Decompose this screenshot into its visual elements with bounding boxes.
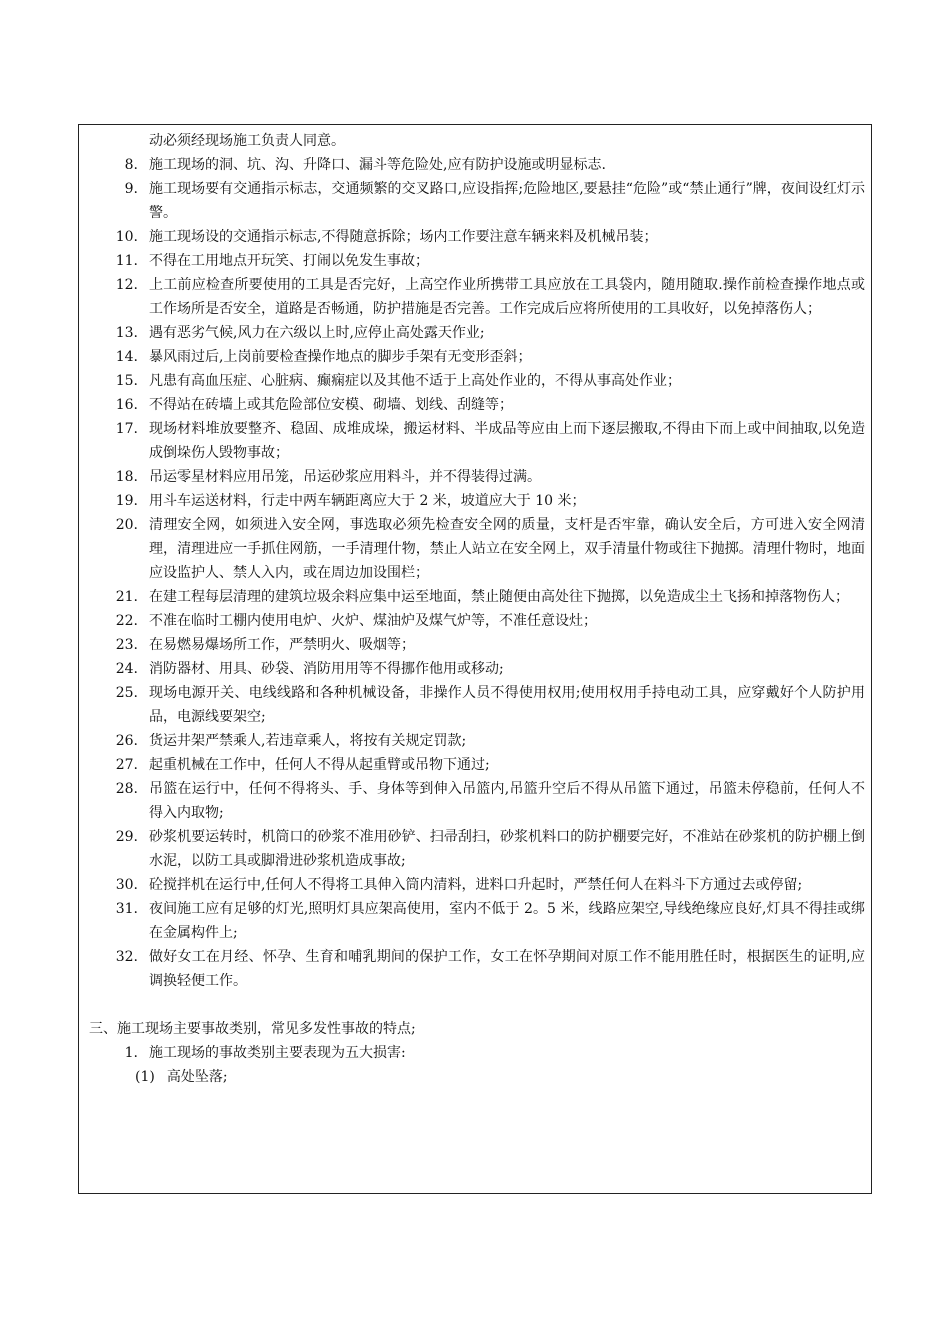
item-number: 30. [115,877,138,893]
item-text: 现场材料堆放要整齐、稳固、成堆成垛，搬运材料、半成品等应由上而下逐层搬取,不得由下而上或中间抽取,以免造成倒垛伤人毁物事故； [149,421,865,461]
item-text: 暴风雨过后,上岗前要检查操作地点的脚步手架有无变形歪斜； [149,349,532,365]
item-number: 19. [115,493,138,509]
item-number: 26. [115,733,138,749]
item-number: 23. [115,637,138,653]
list-item [79,321,873,345]
item-number: 9. [124,181,138,197]
item-text: 上工前应检查所要使用的工具是否完好，上高空作业所携带工具应放在工具袋内，随用随取.操作前检查操作地点或工作场所是否安全，道路是否畅通，防护措施是否完善。工作完成后应将所使用的工具收好，以免掉落伤人； [149,277,865,317]
item-number: 8. [124,157,138,173]
item-text: 做好女工在月经、怀孕、生育和哺乳期间的保护工作，女工在怀孕期间对原工作不能用胜任时，根据医生的证明,应调换轻便工作。 [149,949,865,989]
list-item [79,945,873,993]
list-item [79,249,873,273]
list-item [79,753,873,777]
item-number: 10. [115,229,138,245]
list-item [79,897,873,945]
list-item [79,153,873,177]
item-text: 货运井架严禁乘人,若违章乘人，将按有关规定罚款; [149,733,467,749]
item-number: 12. [115,277,138,293]
rules-list [79,153,873,993]
item-text: 在建工程每层清理的建筑垃圾余料应集中运至地面，禁止随便由高处往下抛掷，以免造成尘土飞扬和掉落物伤人； [149,589,849,605]
item-text: 砂浆机要运转时，机筒口的砂浆不准用砂铲、扫帚刮扫，砂浆机料口的防护棚要完好，不准站在砂浆机的防护棚上倒水泥，以防工具或脚滑进砂浆机造成事故; [149,829,865,869]
section-heading: 三、施工现场主要事故类别，常见多发性事故的特点; [89,1021,416,1037]
list-item [79,873,873,897]
item-text: 砼搅拌机在运行中,任何人不得将工具伸入筒内清料，进料口升起时，严禁任何人在料斗下方通过去或停留; [149,877,803,893]
sub-item-number: (1) [135,1069,155,1085]
list-item [79,345,873,369]
list-item [79,177,873,225]
item-text: 不得站在砖墙上或其危险部位安模、砌墙、划线、刮缝等； [149,397,513,413]
item-text: 在易燃易爆场所工作，严禁明火、吸烟等； [149,637,415,653]
item-text: 遇有恶劣气候,风力在六级以上时,应停止高处露天作业; [149,325,485,341]
list-item [79,657,873,681]
item-text: 不准在临时工棚内使用电炉、火炉、煤油炉及煤气炉等，不准任意设灶； [149,613,597,629]
item-number: 14. [115,349,138,365]
section-item [79,1041,873,1065]
document-frame [78,124,872,1194]
item-number: 21. [115,589,138,605]
item-number: 27. [115,757,138,773]
item-text: 施工现场要有交通指示标志，交通频繁的交叉路口,应设指挥;危险地区,要悬挂“危险”或“禁止通行”牌，夜间设红灯示警。 [149,181,865,221]
item-text: 施工现场设的交通指示标志,不得随意拆除；场内工作要注意车辆来料及机械吊装； [149,229,658,245]
item-number: 25. [115,685,138,701]
item-number: 28. [115,781,138,797]
item-text: 施工现场的洞、坑、沟、升降口、漏斗等危险处,应有防护设施或明显标志. [149,157,606,173]
item-number: 32. [115,949,138,965]
item-number: 18. [115,469,138,485]
list-item [79,825,873,873]
item-number: 13. [115,325,138,341]
list-item [79,681,873,729]
list-item [79,393,873,417]
item-text: 夜间施工应有足够的灯光,照明灯具应架高使用，室内不低于 2。5 米，线路应架空,导线绝缘应良好,灯具不得挂或绑在金属构件上; [149,901,865,941]
list-item [79,273,873,321]
document-content [79,129,873,1089]
list-item [79,417,873,465]
list-item [79,465,873,489]
item-number: 22. [115,613,138,629]
item-number: 16. [115,397,138,413]
item-number: 24. [115,661,138,677]
item-text: 吊篮在运行中，任何不得将头、手、身体等到伸入吊篮内,吊篮升空后不得从吊篮下通过，吊篮未停稳前，任何人不得入内取物; [149,781,865,821]
item-number: 11. [115,253,138,269]
item-number: 17. [115,421,138,437]
spacer [79,993,873,1017]
sub-item [135,1065,873,1089]
list-item [79,633,873,657]
list-item [79,585,873,609]
item-text: 清理安全网，如须进入安全网，事选取必须先检查安全网的质量，支杆是否牢靠，确认安全后，方可进入安全网清理，清理进应一手抓住网筋，一手清理什物，禁止人站立在安全网上，双手清量什物或往下抛掷。清理什物时，地面应设监护人、禁人入内，或在周边加设围栏； [149,517,865,581]
item-number: 29. [115,829,138,845]
item-number: 31. [115,901,138,917]
sub-item-text: 高处坠落; [166,1069,228,1085]
list-item [79,777,873,825]
list-item [79,609,873,633]
list-item [79,225,873,249]
list-item [79,729,873,753]
item-text: 吊运零星材料应用吊笼，吊运砂浆应用料斗，并不得装得过满。 [149,469,541,485]
list-item [79,369,873,393]
item-text: 不得在工用地点开玩笑、打闹以免发生事故； [149,253,429,269]
item-text: 现场电源开关、电线线路和各种机械设备，非操作人员不得使用权用;使用权用手持电动工具，应穿戴好个人防护用品，电源线要架空; [149,685,865,725]
item-number: 20. [115,517,138,533]
continuation-text: 动必须经现场施工负责人同意。 [149,133,345,149]
list-item [79,489,873,513]
item-number: 15. [115,373,138,389]
item-text: 施工现场的事故类别主要表现为五大损害: [149,1045,406,1061]
item-number: 1. [124,1045,138,1061]
item-text: 用斗车运送材料，行走中两车辆距离应大于 2 米，坡道应大于 10 米； [149,493,586,509]
item-text: 起重机械在工作中，任何人不得从起重臂或吊物下通过; [149,757,490,773]
item-text: 凡患有高血压症、心脏病、癫痫症以及其他不适于上高处作业的，不得从事高处作业； [149,373,681,389]
item-text: 消防器材、用具、砂袋、消防用用等不得挪作他用或移动; [149,661,504,677]
list-item [79,513,873,585]
